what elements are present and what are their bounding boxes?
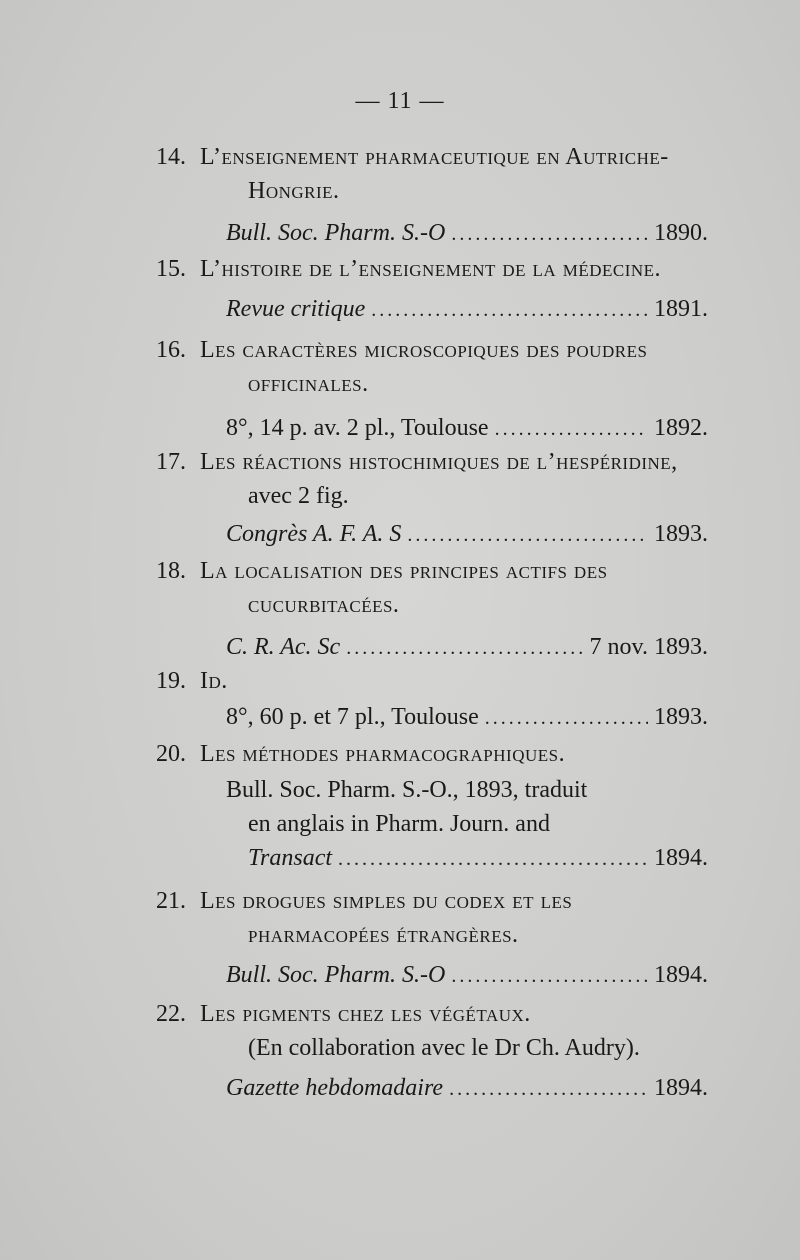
entry-title-continued: pharmacopées étrangères. [248,922,519,948]
entry-title: L’enseignement pharmaceutique en Autriche- [200,144,669,170]
entry-source: C. R. Ac. Sc [226,634,341,660]
entry-year: 1894. [654,1075,708,1101]
entry-title: Les drogues simples du codex et les [200,888,573,914]
entry-title: Les réactions histochimiques de l’hespéridine, [200,449,678,475]
entry-year: 1891. [654,296,708,322]
bibliography-entry [156,445,708,552]
entry-year: 1894. [654,845,708,871]
entry-year: 1893. [654,521,708,547]
entry-title: Les caractères microscopiques des poudres [200,337,648,363]
entry-source: 8°, 60 p. et 7 pl., Toulouse [226,704,479,730]
entry-year: 1890. [654,220,708,246]
entry-title-continued: Hongrie. [248,178,340,204]
entry-number: 17. [156,449,186,475]
entry-number: 14. [156,144,186,170]
entry-number: 22. [156,1001,186,1027]
entry-number: 16. [156,337,186,363]
entry-source: Revue critique [226,296,366,322]
page-number: — 11 — [355,88,445,114]
entry-source: 8°, 14 p. av. 2 pl., Toulouse [226,415,489,441]
entry-title-continued: officinales. [248,371,369,397]
entry-source: Congrès A. F. A. S [226,521,402,547]
entry-title-continued: cucurbitacées. [248,592,400,618]
entry-source: Gazette hebdomadaire [226,1075,444,1101]
entry-title-continued: avec 2 fig. [248,483,349,509]
bibliography-entry [156,140,708,251]
entry-source-line: Bull. Soc. Pharm. S.-O., 1893, traduit [226,777,588,803]
entry-title: Les méthodes pharmacographiques. [200,741,566,767]
entry-year: 1893. [654,704,708,730]
bibliography-entry [156,554,708,665]
entry-year: 1894. [654,962,708,988]
entry-source: Bull. Soc. Pharm. S.-O [226,220,446,246]
entry-number: 19. [156,668,186,694]
entry-title: Id. [200,668,228,694]
bibliography-entry [156,252,708,327]
entry-title: Les pigments chez les végétaux. [200,1001,531,1027]
bibliography-entry [156,333,708,446]
entry-number: 20. [156,741,186,767]
bibliography-entry [156,884,708,993]
entry-source: Bull. Soc. Pharm. S.-O [226,962,446,988]
entry-source-line: en anglais in Pharm. Journ. and [248,811,550,837]
entry-year: 7 nov. 1893. [589,634,708,660]
entry-source: Transact [248,845,333,871]
bibliography-entry [156,664,708,735]
entry-title: L’histoire de l’enseignement de la médecine. [200,256,662,282]
entry-title: La localisation des principes actifs des [200,558,608,584]
bibliography-entry [156,737,708,876]
entry-title-continued: (En collaboration avec le Dr Ch. Audry). [248,1035,640,1061]
bibliography-entry [156,997,708,1106]
entry-number: 21. [156,888,186,914]
entry-year: 1892. [654,415,708,441]
entry-number: 15. [156,256,186,282]
entry-number: 18. [156,558,186,584]
